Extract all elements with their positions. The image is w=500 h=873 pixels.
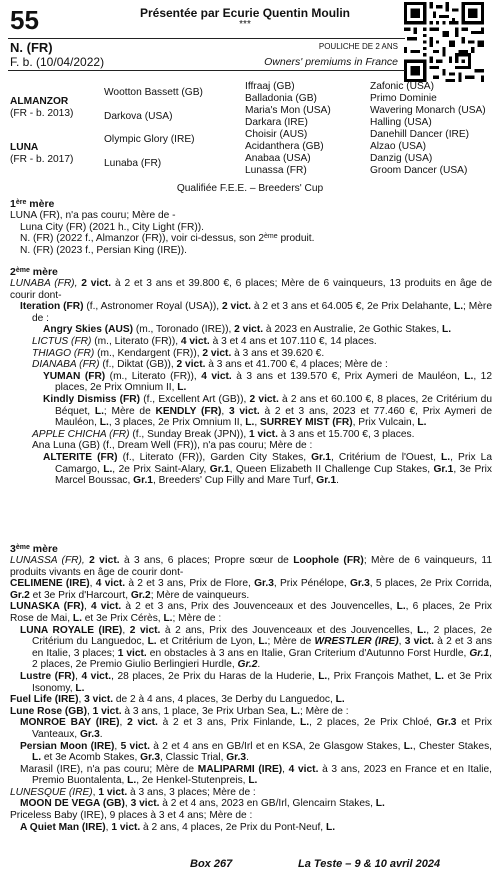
pedigree-gen3: Anabaa (USA) bbox=[245, 153, 311, 164]
produce-entry: Persian Moon (IRE), 5 vict. à 2 et 4 ans en GB/Irl et en KSA, 2e Glasgow Stakes, L., Chester Stakes, L. et 3e Acomb Stakes, Gr.3, Classic Trial, Gr.3. bbox=[20, 740, 492, 764]
header-rule-top bbox=[8, 38, 405, 39]
pedigree-gen3: Acidanthera (GB) bbox=[245, 141, 324, 152]
produce-entry: LICTUS (FR) (m., Literato (FR)), 4 vict. à 3 et 4 ans et 107.110 €, 14 places. bbox=[32, 335, 377, 347]
pedigree-gen3: Lunassa (FR) bbox=[245, 165, 307, 176]
first-dam-heading: 1ère mère bbox=[10, 198, 55, 210]
third-dam-section bbox=[10, 543, 492, 833]
pedigree-gen4: Zafonic (USA) bbox=[370, 81, 434, 92]
pedigree-gen4: Alzao (USA) bbox=[370, 141, 427, 152]
produce-entry: Ana Luna (GB) (f., Dream Well (FR)), n'a pas couru; Mère de : bbox=[32, 440, 313, 452]
sire-name: ALMANZOR bbox=[10, 96, 69, 107]
produce-entry: MOON DE VEGA (GB), 3 vict. à 2 et 4 ans, 2023 en GB/Irl, Glencairn Stakes, L. bbox=[20, 798, 385, 810]
pedigree-gen3: Darkara (IRE) bbox=[245, 117, 308, 128]
produce-entry: Angry Skies (AUS) (m., Toronado (IRE)), 2 vict. à 2023 en Australie, 2e Gothic Stakes, L. bbox=[43, 324, 452, 336]
produce-entry: Marasil (IRE), n'a pas couru; Mère de MALIPARMI (IRE), 4 vict. à 3 ans, 2023 en France et en Italie, Premio Buontalenta, L., 2e Henkel-Stutenpreis, L. bbox=[20, 763, 492, 787]
pedigree-gen2: Darkova (USA) bbox=[104, 111, 173, 122]
produce-entry: LUNA ROYALE (IRE), 2 vict. à 2 ans, Prix des Jouvenceaux et des Jouvencelles, L., 2 places, 2e Critérium du Languedoc, L. et Critérium de Lyon, L.; Mère de WRESTLER (IRE), 3 vict. à 2 et 3 ans en Italie, 3 places; 1 vict. en obstacles à 3 ans en Italie, Gran Criterium d'Autunno Forst Hurdle, Gr.1, 2 places, 2e Premio Giulio Berlingieri Hurdle, Gr.2. bbox=[20, 624, 493, 671]
third-dam-heading: 3ème mère bbox=[10, 543, 58, 555]
produce-entry: Lustre (FR), 4 vict., 28 places, 2e Prix du Haras de la Huderie, L., Prix François Mathet, L. et 3e Prix Isonomy, L. bbox=[20, 670, 492, 694]
qr-code[interactable] bbox=[404, 2, 484, 82]
pedigree-gen3: Maria's Mon (USA) bbox=[245, 105, 331, 116]
produce-entry: THIAGO (FR) (m., Kendargent (FR)), 2 vict. à 3 ans et 39.620 €. bbox=[32, 347, 325, 359]
qualification-line: Qualifiée F.E.E. – Breeders' Cup bbox=[176, 183, 324, 194]
produce-entry: ALTERITE (FR) (f., Literato (FR)), Garden City Stakes, Gr.1, Critérium de l'Ouest, L., Prix La Camargo, L., 2e Prix Saint-Alary, Gr.1, Queen Elizabeth II Challenge Cup Stakes, Gr.1, 3e Prix Marcel Boussac, Gr.1, Breeders' Cup Filly and Mare Turf, Gr.1. bbox=[43, 451, 492, 487]
lot-number: 55 bbox=[10, 5, 39, 35]
produce-entry: DIANABA (FR) (f., Diktat (GB)), 2 vict. à 3 ans et 41.700 €, 4 places; Mère de : bbox=[32, 359, 388, 371]
pedigree-gen2: Olympic Glory (IRE) bbox=[104, 134, 195, 145]
footer-event: La Teste – 9 & 10 avril 2024 bbox=[298, 858, 441, 870]
dam-name: LUNA bbox=[10, 142, 39, 153]
stars: *** bbox=[239, 19, 251, 30]
sire-sub: (FR - b. 2013) bbox=[10, 108, 74, 119]
produce-entry: Kindly Dismiss (FR) (f., Excellent Art (GB)), 2 vict. à 2 ans et 60.100 €, 8 places, 2e Critérium du Béquet, L.; Mère de KENDLY (FR), 3 vict. à 2 et 3 ans, 2023 et 77.460 €, Prix Aymeri de Mauléon, L., 3 places, 2e Prix Omnium II, L., SURREY MIST (FR), Prix Vulcain, L. bbox=[43, 393, 493, 429]
horse-birth: F. b. (10/04/2022) bbox=[10, 55, 105, 69]
pedigree-gen3: Iffraaj (GB) bbox=[245, 81, 295, 92]
presenter-title: Présentée par Ecurie Quentin Moulin bbox=[139, 6, 351, 20]
produce-entry: Iteration (FR) (f., Astronomer Royal (USA)), 2 vict. à 2 et 3 ans et 64.005 €, 2e Prix Delahante, L.; Mère de : bbox=[20, 301, 492, 324]
sex-age: POULICHE DE 2 ANS bbox=[318, 42, 398, 51]
produce-entry: CELIMENE (IRE), 4 vict. à 2 et 3 ans, Prix de Flore, Gr.3, Prix Pénélope, Gr.3, 5 places, 2e Prix Corrida, Gr.2 et 3e Prix d'Harcourt, Gr.2; Mère de vainqueurs. bbox=[10, 578, 492, 601]
produce-entry: LUNASKA (FR), 4 vict. à 2 et 3 ans, Prix des Jouvenceaux et des Jouvencelles, L., 6 places, 2e Prix Rose de Mai, L. et 3e Prix Cérès, L.; Mère de : bbox=[10, 601, 492, 624]
pedigree-gen2: Lunaba (FR) bbox=[104, 158, 162, 169]
first-dam-produce: Luna City (FR) (2021 h., City Light (FR)). bbox=[20, 221, 204, 233]
second-dam-section bbox=[10, 266, 492, 487]
pedigree-gen4: Groom Dancer (USA) bbox=[370, 165, 468, 176]
pedigree-gen4: Halling (USA) bbox=[370, 117, 432, 128]
second-dam-intro: LUNABA (FR), 2 vict. à 2 et 3 ans et 39.800 €, 6 places; Mère de 6 vainqueurs, 13 produits en âge de courir dont- bbox=[10, 278, 493, 301]
third-dam-intro: LUNASSA (FR), 2 vict. à 3 ans, 6 places; Propre sœur de Loophole (FR); Mère de 6 vainqueurs, 11 produits vivants en âge de courir dont- bbox=[10, 555, 492, 578]
first-dam-section bbox=[10, 198, 492, 256]
footer-box-number: Box 267 bbox=[190, 858, 233, 870]
produce-entry: Fuel Life (IRE), 3 vict. de 2 à 4 ans, 4 places, 3e Derby du Languedoc, L. bbox=[10, 694, 345, 706]
pedigree-gen3: Choisir (AUS) bbox=[245, 129, 308, 140]
pedigree-gen4: Danehill Dancer (IRE) bbox=[370, 129, 470, 140]
produce-entry: YUMAN (FR) (m., Literato (FR)), 4 vict. à 3 ans et 139.570 €, Prix Aymeri de Mauléon, L., 12 places, 2e Prix Omnium II, L. bbox=[43, 370, 492, 394]
pedigree-gen4: Wavering Monarch (USA) bbox=[370, 105, 486, 116]
produce-entry: LUNESQUE (IRE), 1 vict. à 3 ans, 3 places; Mère de : bbox=[10, 786, 256, 798]
pedigree-gen3: Balladonia (GB) bbox=[245, 93, 317, 104]
dam-sub: (FR - b. 2017) bbox=[10, 154, 74, 165]
produce-entry: APPLE CHICHA (FR) (f., Sunday Break (JPN)), 1 vict. à 3 ans et 15.700 €, 3 places. bbox=[32, 428, 415, 440]
pedigree-gen4: Primo Dominie bbox=[370, 93, 437, 104]
first-dam-produce: N. (FR) (2023 f., Persian King (IRE)). bbox=[20, 244, 188, 256]
produce-entry: Priceless Baby (IRE), 9 places à 3 et 4 ans; Mère de : bbox=[10, 810, 253, 822]
header-rule-bottom bbox=[8, 70, 405, 71]
owners-premiums: Owners' premiums in France bbox=[264, 56, 398, 68]
produce-entry: A Quiet Man (IRE), 1 vict. à 2 ans, 4 places, 2e Prix du Pont-Neuf, L. bbox=[20, 821, 336, 833]
pedigree-table bbox=[0, 80, 500, 182]
produce-entry: MONROE BAY (IRE), 2 vict. à 2 et 3 ans, Prix Finlande, L., 2 places, 2e Prix Chloé, Gr.3 et Prix Vanteaux, Gr.3. bbox=[20, 717, 492, 740]
first-dam-line: LUNA (FR), n'a pas couru; Mère de - bbox=[10, 210, 176, 221]
first-dam-produce: N. (FR) (2022 f., Almanzor (FR)), voir ci-dessus, son 2ème produit. bbox=[20, 233, 315, 245]
produce-entry: Lune Rose (GB), 1 vict. à 3 ans, 1 place, 3e Prix Urban Sea, L.; Mère de : bbox=[10, 705, 349, 717]
horse-name: N. (FR) bbox=[10, 40, 53, 55]
pedigree-gen2: Wootton Bassett (GB) bbox=[104, 87, 203, 98]
second-dam-heading: 2ème mère bbox=[10, 266, 58, 278]
pedigree-gen4: Danzig (USA) bbox=[370, 153, 433, 164]
